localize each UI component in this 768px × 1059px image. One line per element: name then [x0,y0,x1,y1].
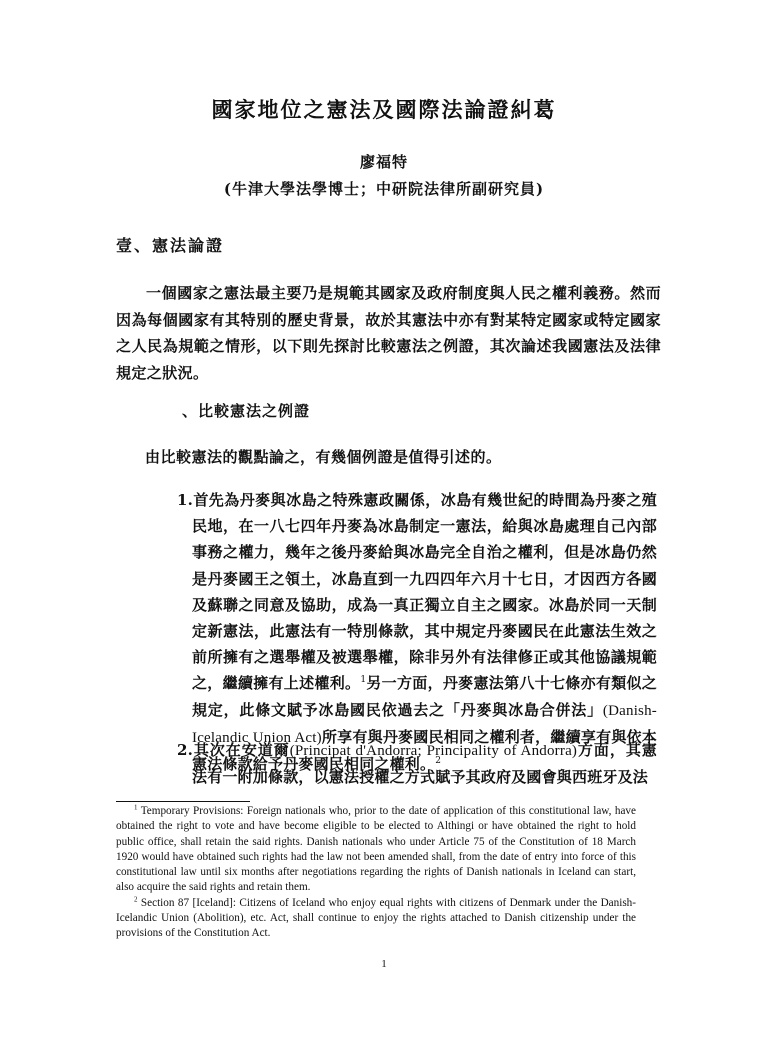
intro-paragraph: 一個國家之憲法最主要乃是規範其國家及政府制度與人民之權利義務。然而因為每個國家有其特別的歷史背景，故於其憲法中亦有對某特定國家或特定國家之人民為規範之情形，以下則先探討比較憲法之例證，其次論述我國憲法及法律規定之狀況。 [116,284,661,382]
document-title: 國家地位之憲法及國際法論證糾葛 [211,97,557,122]
footnotes [116,804,636,942]
footnote-mark: 1 [134,803,138,812]
list-item-number: 2. [177,741,194,759]
footnote-ref-2[interactable]: 2 [435,756,442,767]
list-item-1 [157,487,657,777]
subsection-heading: 、比較憲法之例證 [182,402,311,420]
page-number: 1 [381,958,387,970]
list-item-2-latin: (Principat d'Andorra; Principality of Andorra) [289,743,578,759]
footnote-text: Section 87 [Iceland]: Citizens of Iceland who enjoy equal rights with citizens of Denmark under the Danish-Icelandic Union (Abolition), etc. Act, shall continue to enjoy the rights attached to Danish citizenship under the provisions of the Constitution Act. [116,896,636,940]
list-item-1-part2: 另一方面，丹麥憲法第八十七條亦有類似之規定，此條文賦予冰島國民依過去之「丹麥與冰島合併法」 [192,674,657,719]
author-name: 廖福特 [359,153,408,171]
list-item-1-text [157,487,657,777]
footnote-text: Temporary Provisions: Foreign nationals who, prior to the date of application of this constitutional law, have obtained the right to vote and have become eligible to be elected to Althingi or have obtained the right to hold public office, shall retain the said rights. Danish nationals who under Article 75 of the Constitution of 18 March 1920 would have obtained such rights had the law not been amended shall, from the date of entry into force of this constitutional law until six months after negotiations regarding the rights of Danish nationals in Iceland can start, also acquire the said rights and retain them. [116,805,636,894]
footnote-divider [116,801,250,802]
footnote-2 [116,896,636,942]
author-affiliation: (牛津大學法學博士；中研院法律所副研究員) [223,180,545,198]
lead-sentence: 由比較憲法的觀點論之，有幾個例證是值得引述的。 [145,448,502,466]
list-item-2-part2: 方面，其憲法有一附加條款，以憲法授權之方式賦予其政府及國會與西班牙及法 [192,741,657,787]
footnote-1 [116,804,636,896]
list-item-2 [157,737,657,790]
list-item-number: 1. [177,491,194,509]
list-item-2-text [157,737,657,790]
section-heading: 壹、憲法論證 [116,236,225,255]
footnote-mark: 2 [134,895,138,904]
list-item-1-latin: (Danish-Icelandic Union Act) [192,702,657,746]
list-item-1-part1: 首先為丹麥與冰島之特殊憲政關係，冰島有幾世紀的時間為丹麥之殖民地，在一八七四年丹麥為冰島制定一憲法，給與冰島處理自己內部事務之權力，幾年之後丹麥給與冰島完全自治之權利，但是冰島仍然是丹麥國王之領土，冰島直到一九四四年六月十七日，才因西方各國及蘇聯之同意及協助，成為一真正獨立自主之國家。冰島於同一天制定新憲法，此憲法有一特別條款，其中規定丹麥國民在此憲法生效之前所擁有之選舉權及被選舉權，除非另外有法律修正或其他協議規範之，繼續擁有上述權利。 [192,491,657,693]
list-item-2-part1: 其次在安道爾 [193,741,290,759]
footnote-ref-1[interactable]: 1 [360,675,367,686]
list-item-1-part3: 所享有與丹麥國民相同之權利者，繼續享有與依本憲法條款給予丹麥國民相同之權利。 [192,727,657,774]
